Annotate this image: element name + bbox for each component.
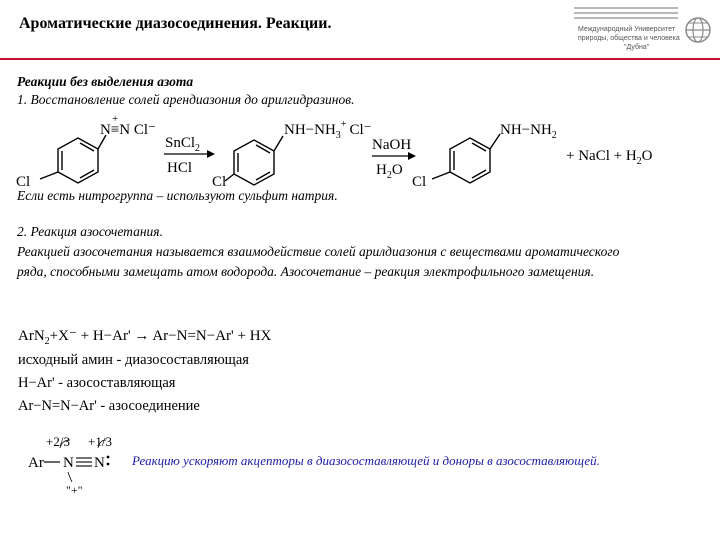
header-divider <box>0 58 720 60</box>
diazonium-group: N≡N Cl⁻ <box>100 122 156 138</box>
logo-caption-line-1: Международный Университет <box>578 26 675 33</box>
cl-substituent-2: Cl <box>212 174 227 190</box>
charge-right: +1/3 <box>88 434 112 449</box>
hydrazine-reaction-scheme <box>0 108 720 190</box>
legend-line-2: H−Ar' - азосоставляющая <box>18 375 176 391</box>
reaction-arrow-1-head <box>207 150 215 158</box>
reaction-arrow-2-head <box>408 152 416 160</box>
hydrazinium-group: $NH-NH_3^+$ Cl⁻ <box>284 119 372 141</box>
logo-caption-line-2: природы, общества и человека <box>578 35 680 42</box>
logo-caption-line-3: "Дубна" <box>624 44 650 51</box>
reaction-acceleration-note: Реакцию ускоряют акцепторы в диазосоставляющей и доноры в азосоставляющей. <box>132 453 600 468</box>
plus-label: "+" <box>66 483 83 497</box>
lone-pair-dot-2 <box>107 463 110 466</box>
university-logo <box>574 4 714 56</box>
diazonium-charge: + <box>112 113 119 125</box>
legend-line-3: Ar−N=N−Ar' - азосоединение <box>18 398 200 414</box>
cl-substituent-1: Cl <box>16 174 31 190</box>
section1-subheading: 1. Восстановление солей арендиазония до арилгидразинов. <box>17 92 355 107</box>
byproducts: + NaCl + $H_2O$ <box>566 148 653 167</box>
legend-line-1: исходный амин - диазосоставляющая <box>18 352 249 368</box>
charge-left: +2/3 <box>46 434 70 449</box>
lone-pair-dot-1 <box>107 456 110 459</box>
azo-coupling-equation: ArN$_2$+X⁻ + H−Ar' → Ar−N=N−Ar' + HX <box>18 328 272 347</box>
azo-coupling-definition: Реакцией азосочетания называется взаимодействие солей арилдиазония с веществами ароматического ряда, способными замещать атом водорода. Азосочетание – реакция электрофильного замещения. <box>17 244 620 279</box>
nitrogen-2: N <box>94 455 105 471</box>
reagent-hcl: HCl <box>167 160 193 176</box>
reagent-sncl2: SnCl$_2$ <box>165 135 201 154</box>
cl-substituent-3: Cl <box>412 174 427 190</box>
aryl-label: Ar <box>28 455 44 471</box>
benzene-ring-1 <box>40 135 106 183</box>
nitrogen-1: N <box>63 455 74 471</box>
section1-heading: Реакции без выделения азота <box>17 74 194 89</box>
diazonium-charge-diagram <box>0 430 140 500</box>
resonance-arrow <box>68 472 72 482</box>
section1-note: Если есть нитрогруппа – используют сульфит натрия. <box>17 188 338 203</box>
section2-heading: 2. Реакция азосочетания. <box>17 224 163 239</box>
benzene-ring-3 <box>432 134 500 183</box>
reagent-water: $H_2O$ <box>376 162 403 181</box>
globe-icon <box>684 6 712 54</box>
reagent-naoh: NaOH <box>372 137 412 153</box>
page-title: Ароматические диазосоединения. Реакции. <box>19 15 332 32</box>
benzene-ring-2 <box>225 136 283 185</box>
hydrazine-group: $NH-NH_2$ <box>500 122 557 141</box>
